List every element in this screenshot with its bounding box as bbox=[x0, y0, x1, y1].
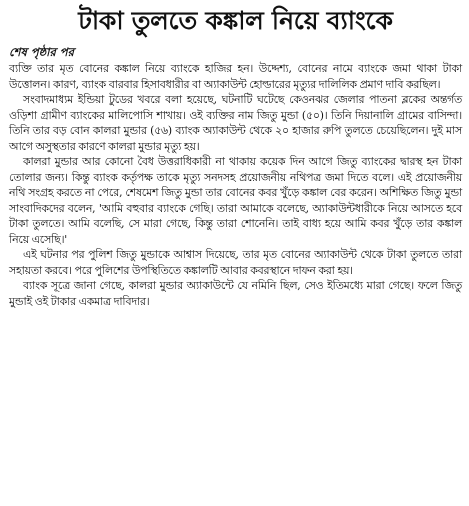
continued-from-label: শেষ পৃষ্ঠার পর bbox=[9, 45, 74, 59]
article-paragraph-1: ব্যক্তি তার মৃত বোনের কঙ্কাল নিয়ে ব্যাংকে হাজির হন। উদ্দেশ্য, বোনের নামে ব্যাংকে জমা থাকা টাকা উত্তোলন। কারণ, ব্যাংক বারবার হিসাবধারীর বা অ্যাকাউন্ট হোল্ডারের মৃত্যুর দালিলিক প্রমাণ দাবি করছিল। bbox=[9, 62, 462, 91]
article-paragraph-2: সংবাদমাধ্যম ইন্ডিয়া টুডের খবরে বলা হয়েছে, ঘটনাটি ঘটেছে কেওনঝর জেলার পাতনা ব্লকের অন্তর্গত ওড়িশা গ্রামীণ ব্যাংকের মালিপোসি শাখায়। ওই ব্যক্তির নাম জিতু মুন্ডা (৫০)। তিনি দিয়ানালি গ্রামের বাসিন্দা। তিনি তার বড় বোন কালরা মুন্ডার (৫৬) ব্যাংক অ্যাকাউন্ট থেকে ২০ হাজার রুপি তুলতে চেয়েছিলেন। দুই মাস আগে অসুস্থতার কারণে কালরা মুন্ডার মৃত্যু হয়। bbox=[9, 93, 462, 153]
article-body bbox=[9, 61, 462, 309]
article-headline: টাকা তুলতে কঙ্কাল নিয়ে ব্যাংকে bbox=[78, 6, 393, 35]
article-paragraph-4: এই ঘটনার পর পুলিশ জিতু মুন্ডাকে আশ্বাস দিয়েছে, তার মৃত বোনের অ্যাকাউন্ট থেকে টাকা তুলতে তারা সহায়তা করবে। পরে পুলিশের উপস্থিতিতে কঙ্কালটি আবার কবরস্থানে দাফন করা হয়। bbox=[9, 248, 462, 277]
article-paragraph-3: কালরা মুন্ডার আর কোনো বৈধ উত্তরাধিকারী না থাকায় কয়েক দিন আগে জিতু ব্যাংকের দ্বারস্থ হন টাকা তোলার জন্য। কিন্তু ব্যাংক কর্তৃপক্ষ তাকে মৃত্যু সনদসহ প্রয়োজনীয় নথিপত্র জমা দিতে বলে। এই প্রয়োজনীয় নথি সংগ্রহ করতে না পেরে, শেষমেশ জিতু মুন্ডা তার বোনের কবর খুঁড়ে কঙ্কাল বের করেন। অশিক্ষিত জিতু মুন্ডা সাংবাদিকদের বলেন, 'আমি বহুবার ব্যাংকে গেছি। তারা আমাকে বলেছে, অ্যাকাউন্টধারীকে নিয়ে আসতে হবে টাকা তুলতে। আমি বলেছি, সে মারা গেছে, কিন্তু তারা শোনেনি। তাই বাধ্য হয়ে আমি কবর খুঁড়ে তার কঙ্কাল নিয়ে এসেছি।' bbox=[9, 155, 462, 246]
article-paragraph-5: ব্যাংক সূত্রে জানা গেছে, কালরা মুন্ডার অ্যাকাউন্টে যে নমিনি ছিল, সেও ইতিমধ্যে মারা গেছে। ফলে জিতু মুন্ডাই ওই টাকার একমাত্র দাবিদার। bbox=[9, 279, 462, 308]
